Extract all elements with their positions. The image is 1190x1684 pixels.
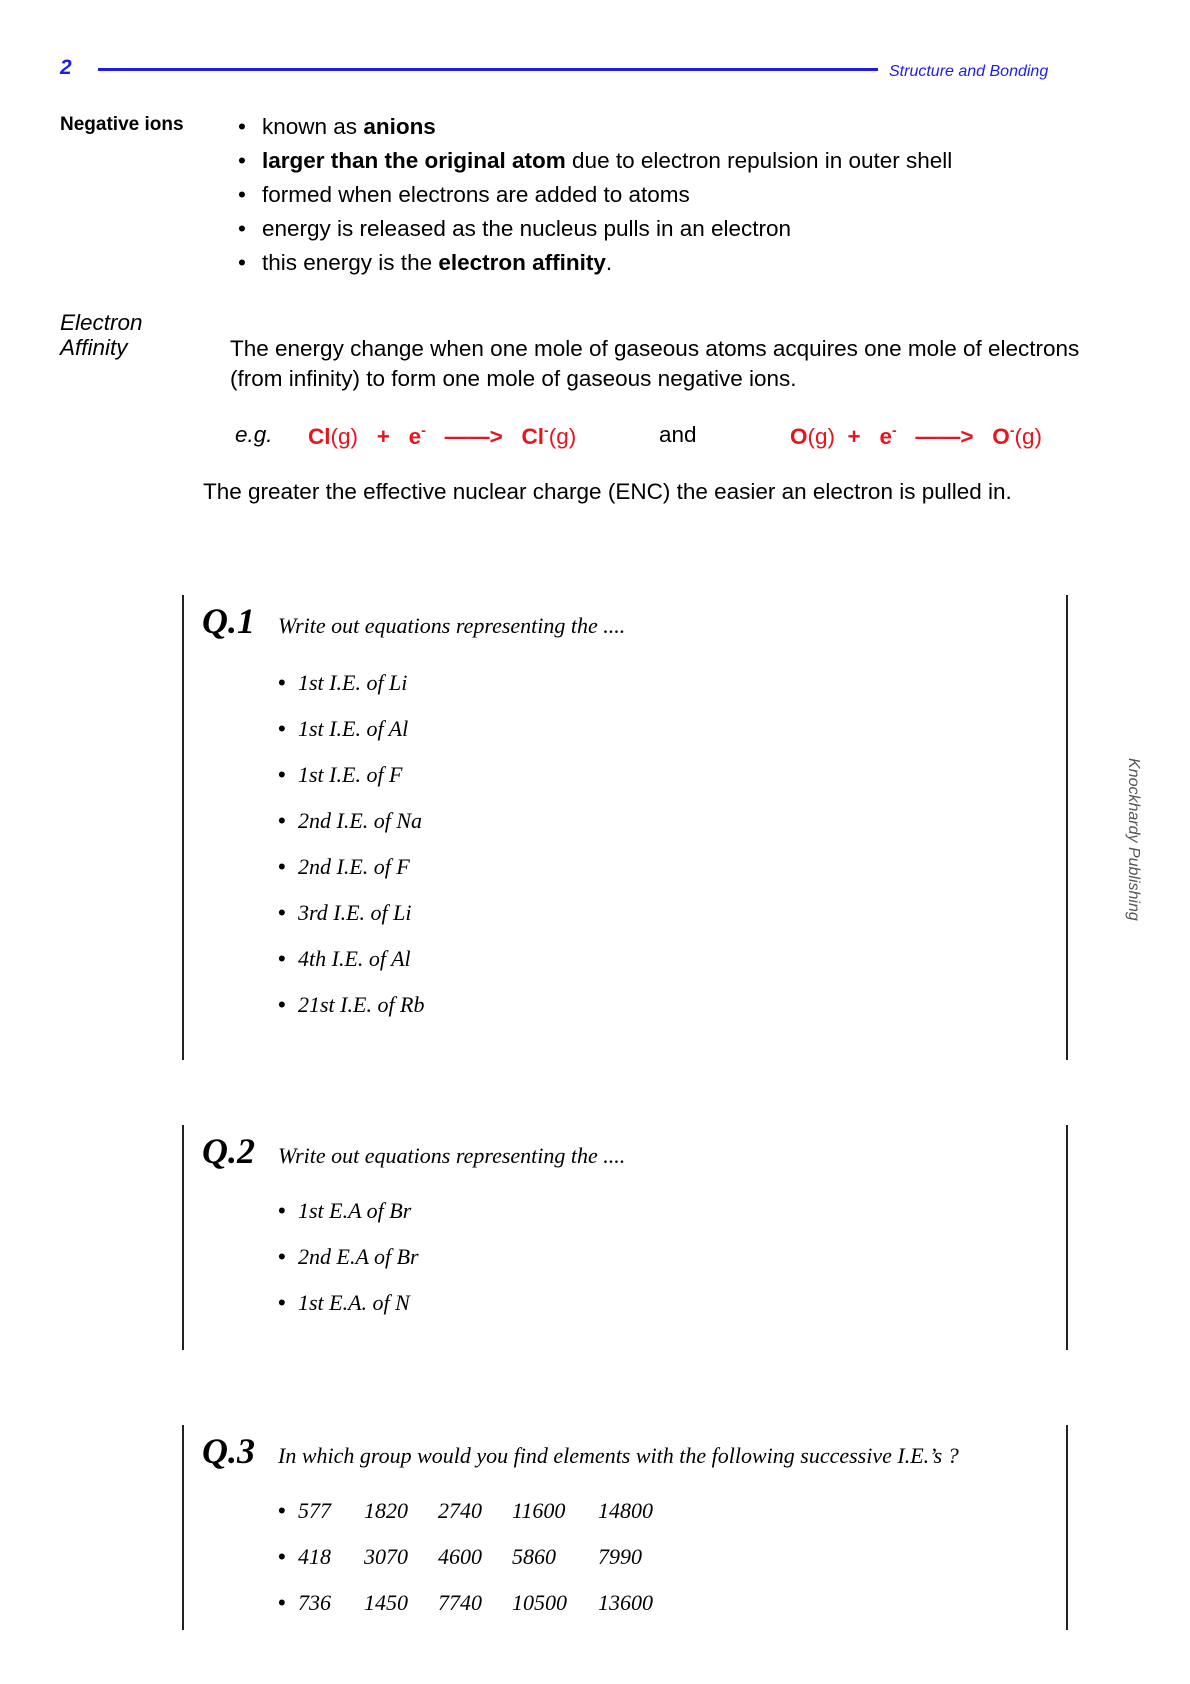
question-item-text: 4th I.E. of Al	[298, 946, 411, 971]
text: formed when electrons are added to atoms	[262, 182, 690, 207]
bullet-icon: •	[278, 716, 286, 741]
bold-text: anions	[363, 114, 436, 139]
term-line-2: Affinity	[60, 335, 128, 360]
ie-values-row	[278, 1534, 668, 1580]
ie-value: 10500	[512, 1590, 567, 1615]
question-item	[278, 752, 425, 798]
bold-text: electron affinity	[438, 250, 606, 275]
bullet-icon: •	[238, 182, 246, 207]
ie-value: 3070	[364, 1544, 408, 1569]
bullet-icon: •	[278, 946, 286, 971]
ie-value: 4600	[438, 1544, 482, 1569]
q3-number-rows	[278, 1488, 668, 1626]
electron-affinity-term	[60, 310, 143, 360]
negative-ions-item	[238, 144, 952, 178]
text: .	[605, 250, 613, 275]
bullet-icon: •	[238, 148, 246, 173]
q1-items	[278, 660, 425, 1028]
q2-left-border	[182, 1125, 184, 1350]
enc-statement: The greater the effective nuclear charge (ENC) the easier an electron is pulled in.	[203, 479, 1012, 504]
ie-value: 5860	[512, 1544, 556, 1569]
question-item	[278, 890, 425, 936]
example-label: e.g.	[235, 422, 273, 447]
bullet-icon: •	[278, 1244, 286, 1269]
question-item-text: 1st I.E. of F	[298, 762, 403, 787]
and-connector: and	[659, 422, 697, 447]
eq1-product-state: (g)	[548, 424, 577, 449]
eq2-plus: +	[847, 424, 861, 449]
q1-label: Q.1	[202, 601, 255, 641]
eq2-arrow: ——>	[915, 424, 974, 449]
ie-value: 11600	[512, 1498, 566, 1523]
bullet-icon: •	[278, 992, 286, 1017]
bullet-icon: •	[238, 216, 246, 241]
eq2-reactant-state: (g)	[807, 424, 836, 449]
q1-left-border	[182, 595, 184, 1060]
q3-label: Q.3	[202, 1431, 255, 1471]
q2-items	[278, 1188, 419, 1326]
question-item	[278, 660, 425, 706]
ie-value: 13600	[598, 1590, 653, 1615]
negative-ions-item	[238, 246, 952, 280]
ie-value: 736	[298, 1590, 331, 1615]
ie-value: 7990	[598, 1544, 642, 1569]
page-number: 2	[60, 56, 72, 79]
question-item-text: 1st E.A. of N	[298, 1290, 410, 1315]
eq2-product-state: (g)	[1014, 424, 1042, 449]
ie-value: 1450	[364, 1590, 408, 1615]
question-item	[278, 936, 425, 982]
ie-value: 577	[298, 1498, 331, 1523]
eq1-arrow: ——>	[444, 424, 503, 449]
bullet-icon: •	[278, 900, 286, 925]
eq1-electron-charge: -	[421, 422, 426, 438]
q3-prompt: In which group would you find elements with the following successive I.E.’s ?	[278, 1443, 959, 1468]
text: known as	[262, 114, 364, 139]
bullet-icon: •	[238, 250, 246, 275]
bullet-icon: •	[278, 762, 286, 787]
question-item-text: 1st I.E. of Li	[298, 670, 408, 695]
bullet-icon: •	[278, 854, 286, 879]
running-title: Structure and Bonding	[889, 63, 1049, 80]
eq1-reactant-state: (g)	[330, 424, 358, 449]
eq1-plus: +	[376, 424, 390, 449]
question-item-text: 1st E.A of Br	[298, 1198, 412, 1223]
eq2-electron-charge: -	[891, 422, 897, 438]
question-item	[278, 982, 425, 1028]
text: energy is released as the nucleus pulls in an electron	[262, 216, 792, 241]
q1-right-border	[1066, 595, 1068, 1060]
q3-right-border	[1066, 1425, 1068, 1630]
bullet-icon: •	[278, 1590, 286, 1615]
question-item-text: 2nd E.A of Br	[298, 1244, 419, 1269]
bullet-icon: •	[278, 1198, 286, 1223]
question-item-text: 1st I.E. of Al	[298, 716, 409, 741]
q2-prompt: Write out equations representing the ....	[278, 1143, 626, 1168]
eq1-product-charge: -	[544, 422, 549, 438]
negative-ions-list	[238, 110, 952, 280]
eq1-reactant: Cl	[308, 424, 331, 449]
term-line-1: Electron	[60, 310, 143, 335]
electron-affinity-definition: The energy change when one mole of gaseous atoms acquires one mole of electrons (from infinity) to form one mole of gaseous negative ions.	[230, 336, 1080, 391]
question-item	[278, 1280, 419, 1326]
question-item-text: 3rd I.E. of Li	[298, 900, 412, 925]
question-item	[278, 844, 425, 890]
question-item-text: 2nd I.E. of Na	[298, 808, 423, 833]
question-item	[278, 1234, 419, 1280]
question-item	[278, 1188, 419, 1234]
ie-value: 7740	[438, 1590, 482, 1615]
q2-right-border	[1066, 1125, 1068, 1350]
negative-ions-heading: Negative ions	[60, 114, 184, 135]
bullet-icon: •	[278, 1498, 286, 1523]
ie-values-row	[278, 1580, 668, 1626]
equation-oxygen	[790, 422, 1042, 450]
bullet-icon: •	[238, 114, 246, 139]
ie-value: 418	[298, 1544, 331, 1569]
q2-label: Q.2	[202, 1131, 255, 1171]
eq1-product: Cl	[521, 424, 545, 449]
header-rule	[98, 68, 878, 71]
negative-ions-item	[238, 212, 952, 246]
ie-value: 1820	[364, 1498, 408, 1523]
ie-values-row	[278, 1488, 668, 1534]
equation-chlorine	[308, 422, 576, 450]
question-item-text: 21st I.E. of Rb	[298, 992, 425, 1017]
negative-ions-item	[238, 110, 952, 144]
eq2-electron: e	[879, 424, 892, 449]
q1-prompt: Write out equations representing the ....	[278, 613, 626, 638]
eq2-reactant: O	[790, 424, 808, 449]
bullet-icon: •	[278, 670, 286, 695]
question-item	[278, 706, 425, 752]
negative-ions-item	[238, 178, 952, 212]
ie-value: 14800	[598, 1498, 653, 1523]
publisher-sidebar: Knockhardy Publishing	[1125, 758, 1142, 921]
eq2-product: O	[992, 424, 1010, 449]
eq2-product-charge: -	[1009, 422, 1015, 438]
bullet-icon: •	[278, 1290, 286, 1315]
eq1-electron: e	[408, 424, 422, 449]
text: due to electron repulsion in outer shell	[565, 148, 953, 173]
bullet-icon: •	[278, 808, 286, 833]
question-item-text: 2nd I.E. of F	[298, 854, 410, 879]
q3-left-border	[182, 1425, 184, 1630]
text: this energy is the	[262, 250, 439, 275]
ie-value: 2740	[438, 1498, 482, 1523]
bold-text: larger than the original atom	[262, 148, 566, 173]
bullet-icon: •	[278, 1544, 286, 1569]
question-item	[278, 798, 425, 844]
